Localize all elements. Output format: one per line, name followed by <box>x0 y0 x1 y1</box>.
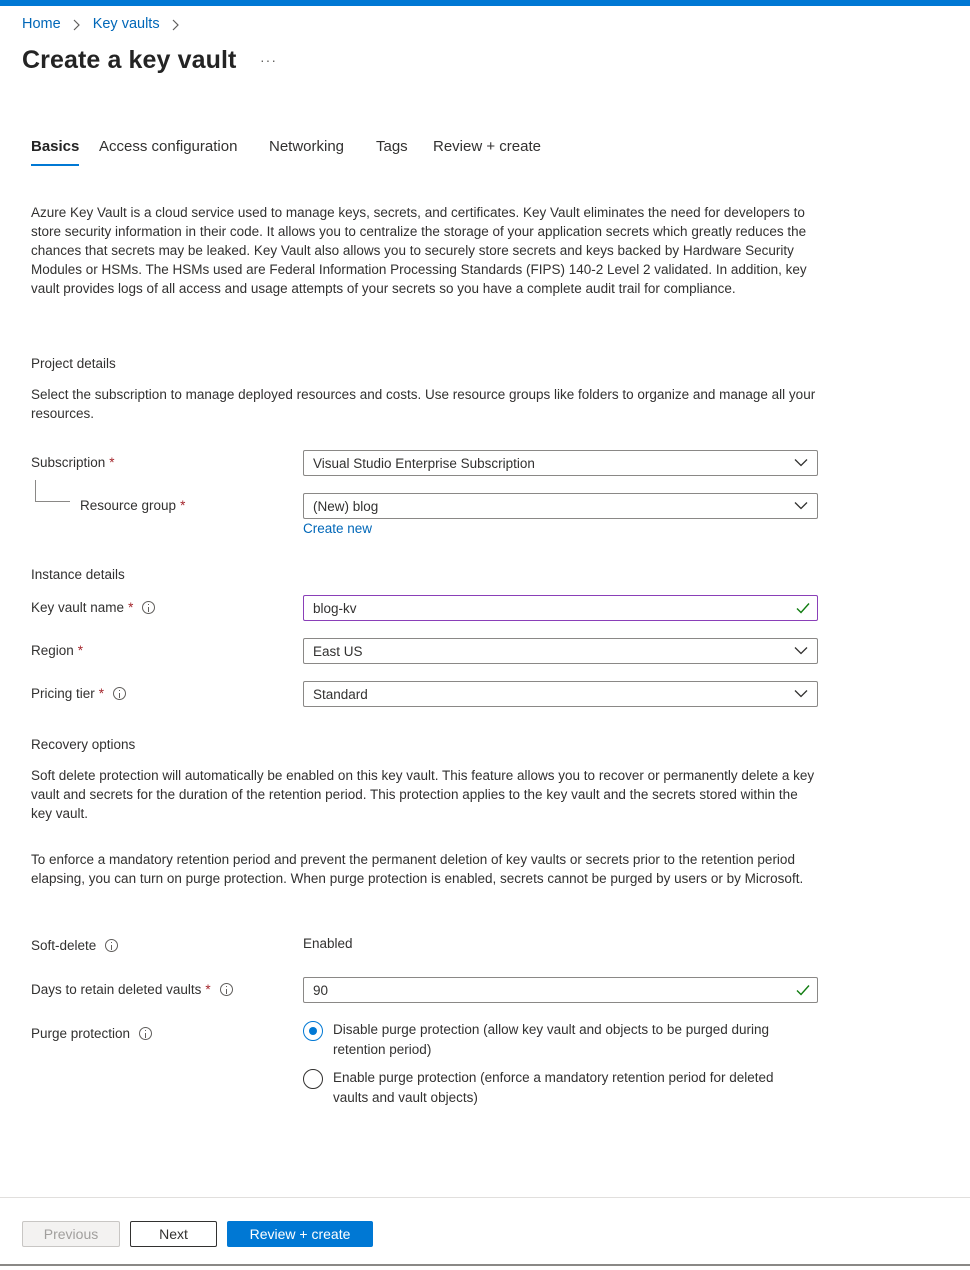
top-accent-bar <box>0 0 970 6</box>
checkmark-icon <box>796 984 810 996</box>
subscription-dropdown[interactable] <box>303 450 818 476</box>
pricing-tier-label <box>31 686 126 701</box>
soft-delete-label <box>31 938 118 953</box>
pricing-tier-label-text: Pricing tier <box>31 686 95 701</box>
tab-access-configuration[interactable]: Access configuration <box>99 138 238 155</box>
soft-delete-value: Enabled <box>303 936 353 951</box>
footer-divider <box>0 1197 970 1198</box>
next-button[interactable]: Next <box>130 1221 217 1247</box>
resource-group-value: (New) blog <box>313 498 379 514</box>
breadcrumb-home-link[interactable]: Home <box>22 16 61 32</box>
subscription-label <box>31 455 115 470</box>
required-marker: * <box>98 686 105 701</box>
page-title: Create a key vault <box>22 46 237 74</box>
intro-description: Azure Key Vault is a cloud service used to manage keys, secrets, and certificates. Key Vault eliminates the need for developers to store security information in their code. It allows you to centralize the storage of your application secrets which greatly reduces the chances that secrets may be leaked. Key Vault also allows you to securely store secrets and keys backed by Hardware Security Modules or HSMs. The HSMs used are Federal Information Processing Standards (FIPS) 140-2 Level 2 validated. In addition, key vault provides logs of all access and usage attempts of your secrets so you have a complete audit trail for compliance. <box>31 205 807 296</box>
days-to-retain-value: 90 <box>313 982 329 998</box>
purge-protection-label <box>31 1026 152 1041</box>
recovery-options-heading: Recovery options <box>31 737 136 752</box>
purge-enable-option[interactable] <box>303 1068 803 1108</box>
tab-review-create[interactable]: Review + create <box>433 138 541 155</box>
subscription-value: Visual Studio Enterprise Subscription <box>313 455 535 471</box>
bottom-divider <box>0 1264 970 1266</box>
key-vault-name-input[interactable] <box>303 595 818 621</box>
radio-selected[interactable] <box>303 1021 323 1041</box>
recovery-description-2: To enforce a mandatory retention period and prevent the permanent deletion of key vaults or secrets prior to the retention period elapsing, you can turn on purge protection. When purge protection is enabled, secrets cannot be purged by users or by Microsoft. <box>31 852 804 886</box>
required-marker: * <box>109 455 115 470</box>
chevron-right-icon <box>170 18 182 32</box>
info-icon[interactable] <box>220 983 233 996</box>
days-to-retain-label <box>31 982 233 997</box>
tree-connector <box>35 480 70 502</box>
project-details-heading: Project details <box>31 356 116 371</box>
instance-details-heading: Instance details <box>31 567 125 582</box>
chevron-down-icon <box>794 501 808 510</box>
create-new-resource-group-link[interactable]: Create new <box>303 521 373 536</box>
chevron-down-icon <box>794 689 808 698</box>
tab-basics[interactable]: Basics <box>31 138 80 155</box>
resource-group-label-text: Resource group <box>80 498 177 513</box>
breadcrumb <box>22 16 192 32</box>
days-to-retain-label-text: Days to retain deleted vaults <box>31 982 202 997</box>
region-value: East US <box>313 643 363 659</box>
key-vault-name-label-text: Key vault name <box>31 600 125 615</box>
pricing-tier-value: Standard <box>313 686 368 702</box>
key-vault-name-label <box>31 600 155 615</box>
resource-group-dropdown[interactable] <box>303 493 818 519</box>
required-marker: * <box>205 982 211 997</box>
review-create-button[interactable]: Review + create <box>227 1221 373 1247</box>
info-icon[interactable] <box>113 687 126 700</box>
info-icon[interactable] <box>105 939 118 952</box>
days-to-retain-input[interactable] <box>303 977 818 1003</box>
chevron-down-icon <box>794 646 808 655</box>
chevron-right-icon <box>71 18 83 32</box>
pricing-tier-dropdown[interactable] <box>303 681 818 707</box>
required-marker: * <box>180 498 186 513</box>
recovery-description-1: Soft delete protection will automatically be enabled on this key vault. This feature allows you to recover or permanently delete a key vault and secrets for the duration of the retention period. This protection applies to the key vault and the secrets stored within the key vault. <box>31 768 815 821</box>
info-icon[interactable] <box>142 601 155 614</box>
tab-networking[interactable]: Networking <box>269 138 345 155</box>
soft-delete-label-text: Soft-delete <box>31 938 97 953</box>
more-options-button[interactable]: ··· <box>260 52 277 68</box>
resource-group-label <box>80 498 185 513</box>
previous-button[interactable]: Previous <box>22 1221 120 1247</box>
checkmark-icon <box>796 602 810 614</box>
region-label <box>31 643 83 658</box>
chevron-down-icon <box>794 458 808 467</box>
region-dropdown[interactable] <box>303 638 818 664</box>
purge-disable-option[interactable] <box>303 1020 803 1060</box>
purge-protection-label-text: Purge protection <box>31 1026 131 1041</box>
purge-disable-label: Disable purge protection (allow key vault and objects to be purged during retention period) <box>333 1022 770 1057</box>
info-icon[interactable] <box>139 1027 152 1040</box>
required-marker: * <box>128 600 134 615</box>
purge-enable-label: Enable purge protection (enforce a mandatory retention period for deleted vaults and vault objects) <box>333 1070 774 1105</box>
subscription-label-text: Subscription <box>31 455 106 470</box>
region-label-text: Region <box>31 643 74 658</box>
tab-tags[interactable]: Tags <box>376 138 408 155</box>
radio-unselected[interactable] <box>303 1069 323 1089</box>
project-details-description: Select the subscription to manage deployed resources and costs. Use resource groups like folders to organize and manage all your resources. <box>31 387 816 421</box>
required-marker: * <box>77 643 84 658</box>
breadcrumb-key-vaults-link[interactable]: Key vaults <box>92 16 160 32</box>
key-vault-name-value: blog-kv <box>313 600 357 616</box>
